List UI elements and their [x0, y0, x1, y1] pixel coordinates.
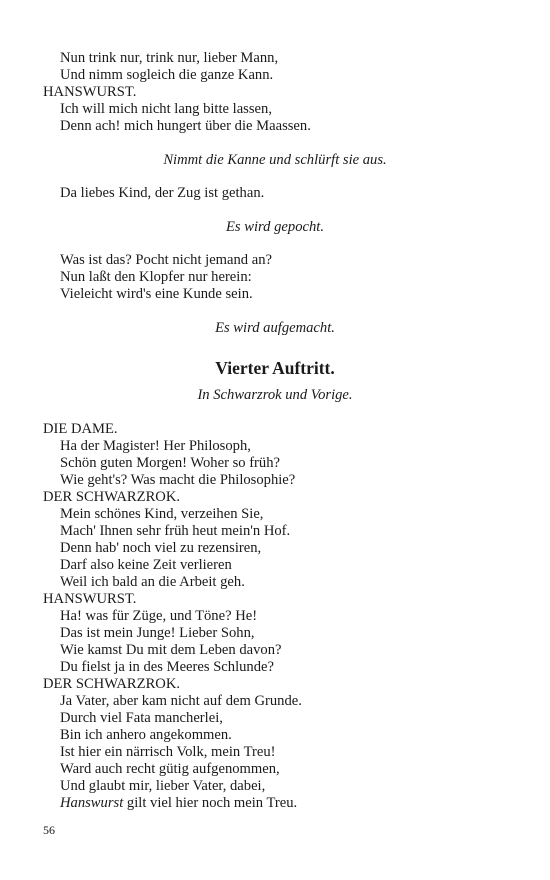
verse-line: Und glaubt mir, lieber Vater, dabei, — [60, 778, 266, 794]
verse-line: Wie geht's? Was macht die Philosophie? — [60, 472, 296, 488]
scene-subtitle: In Schwarzrok und Vorige. — [197, 387, 353, 403]
verse-line: Ja Vater, aber kam nicht auf dem Grunde. — [60, 693, 302, 709]
verse-line: Weil ich bald an die Arbeit geh. — [60, 574, 245, 590]
verse-line: Nun laßt den Klopfer nur herein: — [60, 269, 252, 285]
verse-line: Wie kamst Du mit dem Leben davon? — [60, 642, 282, 658]
verse-line: Ha! was für Züge, und Töne? He! — [60, 608, 258, 624]
speaker-name: HANSWURST. — [43, 591, 137, 607]
stage-direction: Es wird aufgemacht. — [215, 320, 335, 336]
page-number: 56 — [43, 823, 55, 837]
verse-line: Bin ich anhero angekommen. — [60, 727, 232, 743]
verse-line: Nun trink nur, trink nur, lieber Mann, — [60, 50, 279, 66]
verse-line: Da liebes Kind, der Zug ist gethan. — [60, 185, 265, 201]
speaker-name: DER SCHWARZROK. — [43, 676, 181, 692]
stage-direction: Es wird gepocht. — [226, 219, 324, 235]
stage-direction: Nimmt die Kanne und schlürft sie aus. — [163, 152, 387, 168]
verse-line: Das ist mein Junge! Lieber Sohn, — [60, 625, 255, 641]
verse-line: Ich will mich nicht lang bitte lassen, — [60, 101, 272, 117]
verse-line: Darf also keine Zeit verlieren — [60, 557, 232, 573]
verse-line: Vieleicht wird's eine Kunde sein. — [60, 286, 253, 302]
name-italic: Hanswurst — [60, 795, 124, 811]
scene-title: Vierter Auftritt. — [215, 358, 335, 378]
verse-line: Und nimm sogleich die ganze Kann. — [60, 67, 274, 83]
verse-line: Ist hier ein närrisch Volk, mein Treu! — [60, 744, 276, 760]
speaker-name: DIE DAME. — [43, 421, 118, 437]
verse-line: Du fielst ja in des Meeres Schlunde? — [60, 659, 274, 675]
verse-line-rest: gilt viel hier noch mein Treu. — [123, 795, 298, 811]
verse-line: Ward auch recht gütig aufgenommen, — [60, 761, 280, 777]
verse-line: Schön guten Morgen! Woher so früh? — [60, 455, 280, 471]
verse-line — [60, 795, 297, 812]
verse-line: Denn ach! mich hungert über die Maassen. — [60, 118, 311, 134]
verse-line: Mein schönes Kind, verzeihen Sie, — [60, 506, 264, 522]
verse-line: Mach' Ihnen sehr früh heut mein'n Hof. — [60, 523, 291, 539]
speaker-name: DER SCHWARZROK. — [43, 489, 181, 505]
speaker-name: HANSWURST. — [43, 84, 137, 100]
verse-line: Denn hab' noch viel zu rezensiren, — [60, 540, 262, 556]
verse-line: Ha der Magister! Her Philosoph, — [60, 438, 251, 454]
verse-line: Was ist das? Pocht nicht jemand an? — [60, 252, 273, 268]
verse-line: Durch viel Fata mancherlei, — [60, 710, 223, 726]
